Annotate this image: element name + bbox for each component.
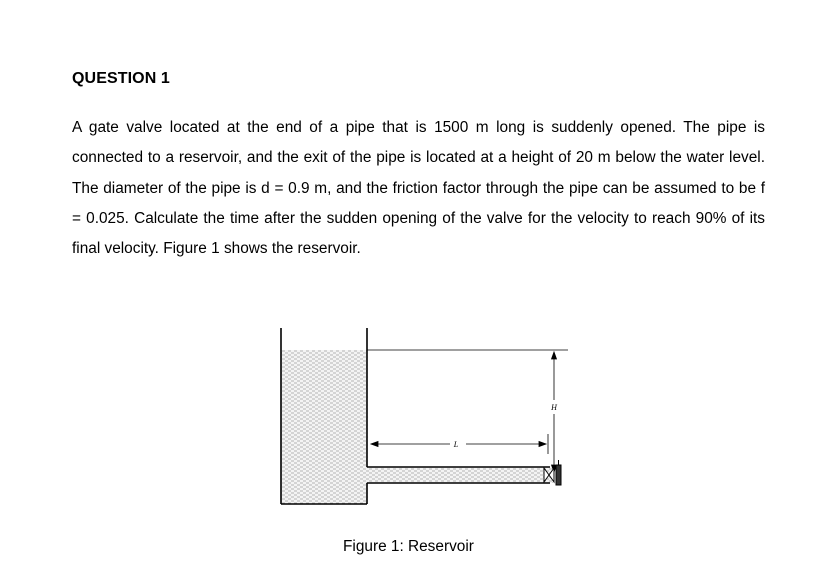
figure-caption: Figure 1: Reservoir [343, 538, 474, 555]
reservoir-figure [270, 322, 575, 512]
question-body: A gate valve located at the end of a pipe that is 1500 m long is suddenly opened. The pipe is connected to a reservoir, and the exit of the pipe is located at a height of 20 m below the water level. The diameter of the pipe is d = 0.9 m, and the friction factor through the pipe can be assumed to be f = 0.025. Calculate the time after the sudden opening of the valve for the velocity to reach 90% of its final velocity. Figure 1 shows the reservoir. [72, 119, 765, 258]
length-dimension [371, 434, 548, 454]
question-heading: QUESTION 1 [72, 70, 170, 87]
length-label: L [453, 440, 459, 449]
reservoir-water [281, 350, 367, 504]
height-dimension [552, 352, 557, 472]
height-label: H [551, 403, 557, 412]
pipe-water [367, 467, 553, 483]
